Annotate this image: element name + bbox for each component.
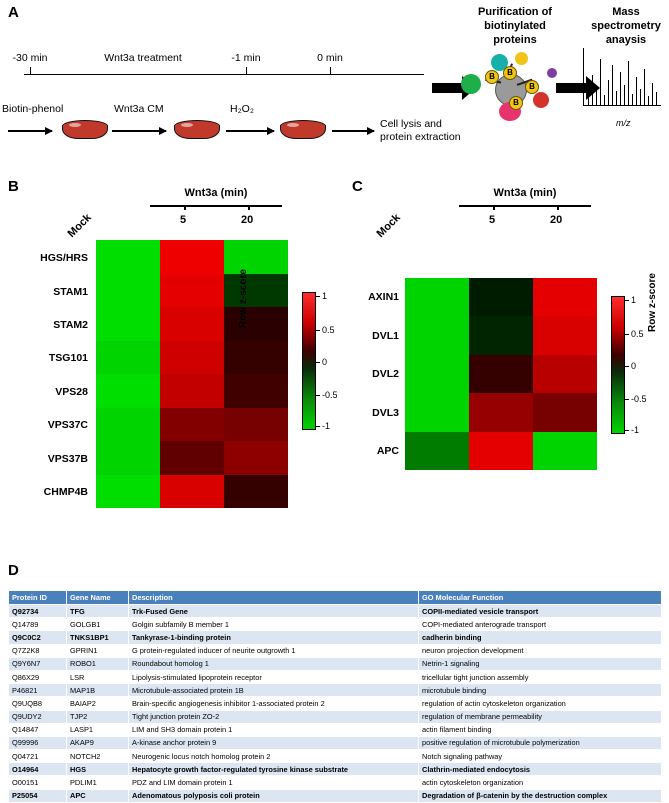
panel-b-cb-tick-0 (316, 296, 320, 297)
panel-b-group-underline (150, 205, 282, 207)
protein-blob-green (461, 74, 481, 94)
cell-gene-name: TNKS1BP1 (67, 631, 129, 644)
biotin-tag-2: B (503, 66, 517, 80)
timeline-tick-3 (330, 67, 331, 74)
panel-b-tick-20 (248, 205, 250, 210)
table-row (9, 789, 662, 802)
heatmap-cell (533, 432, 597, 470)
flow-arrow-3 (226, 130, 274, 132)
cell-protein-id: P25054 (9, 789, 67, 802)
heatmap-cell (160, 307, 224, 341)
dish-body (280, 125, 326, 139)
ms-peak (628, 61, 629, 105)
panel-c-tick-20 (557, 205, 559, 210)
cell-go-function: Notch signaling pathway (419, 750, 662, 763)
purification-title-line1: Purification of (478, 6, 552, 18)
mass-spec-plot (583, 48, 661, 114)
ms-peak (596, 87, 597, 105)
cell-gene-name: AKAP9 (67, 736, 129, 749)
panel-c-cb-tick-4 (625, 430, 629, 431)
heatmap-cell (160, 441, 224, 475)
cell-go-function: Netrin-1 signaling (419, 657, 662, 670)
panel-b-cb-label-2: 0 (322, 357, 328, 367)
heatmap-cell (160, 374, 224, 408)
protein-blob-purple (547, 68, 557, 78)
panel-b-cb-label-0: 1 (322, 291, 328, 301)
cell-description: G protein-regulated inducer of neurite outgrowth 1 (129, 644, 419, 657)
panel-c-row-label-1: DVL1 (372, 330, 399, 342)
heatmap-cell (405, 316, 469, 354)
heatmap-cell (160, 408, 224, 442)
cell-protein-id: O14964 (9, 763, 67, 776)
cell-protein-id: Q7Z2K8 (9, 644, 67, 657)
panel-c-cb-label-1: 0.5 (631, 329, 644, 339)
heatmap-cell (469, 355, 533, 393)
cell-gene-name: BAIAP2 (67, 697, 129, 710)
ms-peak (616, 91, 617, 105)
cell-protein-id: Q9C0C2 (9, 631, 67, 644)
heatmap-cell (224, 374, 288, 408)
panel-b-colorbar-title: Row z-score (238, 269, 249, 328)
flow-label-cell-lysis: Cell lysis and (380, 118, 442, 130)
heatmap-cell (469, 393, 533, 431)
panel-c-heatmap (405, 278, 597, 470)
ms-peak (600, 59, 601, 105)
panel-c-cb-label-0: 1 (631, 295, 637, 305)
flow-label-wnt3a-cm: Wnt3a CM (114, 103, 164, 115)
flow-label-h2o2: H₂O₂ (230, 103, 254, 115)
ms-peak (620, 72, 621, 105)
cell-protein-id: Q9Y6N7 (9, 657, 67, 670)
heatmap-cell (160, 240, 224, 274)
table-row (9, 723, 662, 736)
biotin-tag-4: B (509, 96, 523, 110)
heatmap-cell (224, 240, 288, 274)
panel-b-cb-label-3: -0.5 (322, 390, 338, 400)
ms-peak (656, 92, 657, 105)
cell-description: Brain-specific angiogenesis inhibitor 1-associated protein 2 (129, 697, 419, 710)
panel-letter-b: B (8, 178, 19, 195)
heatmap-cell (224, 408, 288, 442)
ms-peak (652, 83, 653, 105)
heatmap-cell (160, 274, 224, 308)
panel-c-cb-label-4: -1 (631, 425, 640, 435)
table-row (9, 644, 662, 657)
cell-go-function: COPII-mediated vesicle transport (419, 605, 662, 618)
cell-go-function: Clathrin-mediated endocytosis (419, 763, 662, 776)
timeline-tick-1 (30, 67, 31, 74)
culture-dish-2 (174, 120, 220, 142)
table-row (9, 750, 662, 763)
panel-c-cb-label-3: -0.5 (631, 394, 647, 404)
panel-b-row-label-5: VPS37C (47, 419, 88, 431)
table-row (9, 618, 662, 631)
table-row (9, 631, 662, 644)
cell-gene-name: MAP1B (67, 684, 129, 697)
col-header-gene-name: Gene Name (67, 591, 129, 605)
panel-b-row-label-2: STAM2 (53, 319, 88, 331)
cell-description: Adenomatous polyposis coli protein (129, 789, 419, 802)
cell-go-function: regulation of membrane permeability (419, 710, 662, 723)
cell-go-function: actin filament binding (419, 723, 662, 736)
cell-gene-name: HGS (67, 763, 129, 776)
cell-description: PDZ and LIM domain protein 1 (129, 776, 419, 789)
flow-label-biotin-phenol: Biotin-phenol (2, 103, 64, 115)
panel-letter-d: D (8, 562, 19, 579)
heatmap-cell (405, 355, 469, 393)
ms-title-line2: spectrometry (591, 20, 661, 32)
cell-description: Golgin subfamily B member 1 (129, 618, 419, 631)
flow-arrow-4 (332, 130, 374, 132)
table-body (9, 605, 662, 803)
heatmap-cell (533, 316, 597, 354)
table-row (9, 605, 662, 618)
ms-peak (632, 94, 633, 105)
timeline-label-0: -30 min (12, 52, 48, 64)
heatmap-cell (96, 240, 160, 274)
heatmap-cell (469, 278, 533, 316)
cell-go-function: positive regulation of microtubule polymerization (419, 736, 662, 749)
flow-arrow-2 (112, 130, 166, 132)
panel-b (0, 178, 345, 558)
heatmap-cell (96, 475, 160, 509)
panel-c-col-label-mock: Mock (374, 211, 403, 240)
table-row (9, 657, 662, 670)
ms-peak (612, 65, 613, 105)
ms-peak (592, 75, 593, 105)
panel-b-group-title: Wnt3a (min) (184, 187, 248, 199)
panel-b-row-label-7: CHMP4B (43, 486, 88, 498)
cell-protein-id: Q9UQB8 (9, 697, 67, 710)
table-row (9, 697, 662, 710)
panel-c-group-title: Wnt3a (min) (493, 187, 557, 199)
purification-title-line3: proteins (493, 34, 537, 46)
panel-a (0, 0, 669, 178)
timeline-label-3: 0 min (317, 52, 343, 64)
cell-gene-name: GPRIN1 (67, 644, 129, 657)
ms-peak (640, 89, 641, 105)
cell-gene-name: ROBO1 (67, 657, 129, 670)
heatmap-cell (533, 393, 597, 431)
cell-description: Tankyrase-1-binding protein (129, 631, 419, 644)
panel-b-row-label-3: TSG101 (48, 352, 88, 364)
culture-dish-1 (62, 120, 108, 142)
heatmap-cell (160, 475, 224, 509)
purification-title-line2: biotinylated (484, 20, 546, 32)
cell-description: Hepatocyte growth factor-regulated tyrosine kinase substrate (129, 763, 419, 776)
ms-title-line3: anaysis (605, 34, 647, 46)
cell-go-function: actin cytoskeleton organization (419, 776, 662, 789)
panel-c-group-underline (459, 205, 591, 207)
heatmap-cell (224, 475, 288, 509)
heatmap-cell (224, 274, 288, 308)
panel-c-colorbar (611, 295, 647, 435)
panel-b-cb-label-4: -1 (322, 421, 331, 431)
dish-body (174, 125, 220, 139)
heatmap-cell (533, 355, 597, 393)
heatmap-cell (405, 432, 469, 470)
panel-b-colorbar-gradient (302, 292, 316, 430)
dish-highlight (287, 123, 299, 127)
table-row (9, 684, 662, 697)
heatmap-cell (96, 307, 160, 341)
timeline-label-1: Wnt3a treatment (104, 52, 182, 64)
cell-description: LIM and SH3 domain protein 1 (129, 723, 419, 736)
dish-highlight (69, 123, 81, 127)
panel-b-col-label-20: 20 (241, 214, 254, 226)
ms-y-axis (583, 48, 584, 106)
cell-gene-name: TFG (67, 605, 129, 618)
flow-label-protein-extraction: protein extraction (380, 131, 461, 143)
panel-c-cb-tick-0 (625, 300, 629, 301)
protein-blob-yellow (515, 52, 528, 65)
timeline-label-2: -1 min (231, 52, 261, 64)
cell-gene-name: LASP1 (67, 723, 129, 736)
cell-description: Neurogenic locus notch homolog protein 2 (129, 750, 419, 763)
panel-c-row-label-2: DVL2 (372, 368, 399, 380)
ms-peak (588, 93, 589, 105)
panel-d (8, 590, 669, 803)
cell-description: Roundabout homolog 1 (129, 657, 419, 670)
ms-x-axis-label: m/z (616, 118, 631, 128)
cell-go-function: neuron projection development (419, 644, 662, 657)
cell-gene-name: APC (67, 789, 129, 802)
ms-peak (604, 95, 605, 105)
col-header-go-function: GO Molecular Function (419, 591, 662, 605)
protein-blob-red (533, 92, 549, 108)
cell-protein-id: Q9UDY2 (9, 710, 67, 723)
cell-protein-id: O00151 (9, 776, 67, 789)
ms-x-axis (583, 105, 661, 106)
panel-c-colorbar-gradient (611, 296, 625, 434)
ms-peak (636, 77, 637, 105)
panel-c-row-label-0: AXIN1 (368, 291, 399, 303)
cell-go-function: microtubule binding (419, 684, 662, 697)
panel-b-cb-tick-1 (316, 330, 320, 331)
panel-b-colorbar (302, 291, 338, 431)
panel-c-row-label-4: APC (376, 445, 399, 457)
cell-go-function: tricellular tight junction assembly (419, 670, 662, 683)
cell-gene-name: TJP2 (67, 710, 129, 723)
panel-letter-c: C (352, 178, 363, 195)
panel-b-row-label-4: VPS28 (55, 386, 88, 398)
panel-b-cb-tick-3 (316, 395, 320, 396)
cell-gene-name: GOLGB1 (67, 618, 129, 631)
cell-gene-name: PDLIM1 (67, 776, 129, 789)
cell-protein-id: P46821 (9, 684, 67, 697)
panel-b-cb-label-1: 0.5 (322, 325, 335, 335)
heatmap-cell (160, 341, 224, 375)
heatmap-cell (224, 441, 288, 475)
col-header-protein-id: Protein ID (9, 591, 67, 605)
heatmap-cell (533, 278, 597, 316)
col-header-description: Description (129, 591, 419, 605)
panel-c-cb-tick-1 (625, 334, 629, 335)
cell-protein-id: Q14847 (9, 723, 67, 736)
panel-c-row-label-3: DVL3 (372, 407, 399, 419)
heatmap-cell (96, 274, 160, 308)
heatmap-cell (96, 441, 160, 475)
table-row (9, 763, 662, 776)
table-row (9, 670, 662, 683)
panel-c-cb-tick-2 (625, 366, 629, 367)
panel-b-heatmap (96, 240, 288, 508)
cell-go-function: Degradation of β-catenin by the destruction complex (419, 789, 662, 802)
heatmap-cell (96, 341, 160, 375)
table-row (9, 710, 662, 723)
panel-c (345, 178, 669, 558)
ms-peak (648, 96, 649, 105)
cell-protein-id: Q92734 (9, 605, 67, 618)
heatmap-cell (224, 307, 288, 341)
panel-c-tick-5 (493, 205, 495, 210)
protein-table (8, 590, 662, 803)
ms-peak (608, 80, 609, 105)
panel-c-colorbar-title: Row z-score (647, 273, 658, 332)
panel-b-row-label-1: STAM1 (53, 286, 88, 298)
table-header-row (9, 591, 662, 605)
ms-peak (624, 85, 625, 105)
heatmap-cell (96, 374, 160, 408)
culture-dish-3 (280, 120, 326, 142)
cell-go-function: regulation of actin cytoskeleton organization (419, 697, 662, 710)
cell-protein-id: Q99996 (9, 736, 67, 749)
dish-highlight (181, 123, 193, 127)
panel-b-tick-5 (184, 205, 186, 210)
cell-description: Lipolysis-stimulated lipoprotein receptor (129, 670, 419, 683)
cell-gene-name: LSR (67, 670, 129, 683)
purification-diagram (455, 52, 570, 122)
timeline-tick-2 (246, 67, 247, 74)
table-row (9, 736, 662, 749)
cell-protein-id: Q04721 (9, 750, 67, 763)
cell-go-function: cadherin binding (419, 631, 662, 644)
flow-arrow-1 (8, 130, 52, 132)
panel-c-col-label-20: 20 (550, 214, 563, 226)
timeline-axis (24, 74, 424, 75)
panel-b-cb-tick-4 (316, 426, 320, 427)
ms-peak (644, 69, 645, 105)
panel-c-cb-tick-3 (625, 399, 629, 400)
heatmap-cell (469, 432, 533, 470)
ms-title-line1: Mass (612, 6, 640, 18)
panel-letter-a: A (8, 4, 19, 21)
panel-b-col-label-mock: Mock (65, 211, 94, 240)
cell-go-function: COPI-mediated anterograde transport (419, 618, 662, 631)
heatmap-cell (469, 316, 533, 354)
biotin-tag-1: B (485, 70, 499, 84)
panel-c-col-label-5: 5 (489, 214, 496, 226)
heatmap-cell (405, 278, 469, 316)
panel-b-col-label-5: 5 (180, 214, 187, 226)
cell-protein-id: Q14789 (9, 618, 67, 631)
cell-description: A-kinase anchor protein 9 (129, 736, 419, 749)
panel-b-cb-tick-2 (316, 362, 320, 363)
cell-description: Microtubule-associated protein 1B (129, 684, 419, 697)
heatmap-cell (96, 408, 160, 442)
cell-gene-name: NOTCH2 (67, 750, 129, 763)
heatmap-cell (405, 393, 469, 431)
panel-b-row-label-0: HGS/HRS (40, 252, 88, 264)
table-row (9, 776, 662, 789)
panel-c-cb-label-2: 0 (631, 361, 637, 371)
biotin-tag-3: B (525, 80, 539, 94)
cell-description: Tight junction protein ZO-2 (129, 710, 419, 723)
dish-body (62, 125, 108, 139)
panel-b-row-label-6: VPS37B (47, 453, 88, 465)
cell-protein-id: Q86X29 (9, 670, 67, 683)
cell-description: Trk-Fused Gene (129, 605, 419, 618)
heatmap-cell (224, 341, 288, 375)
